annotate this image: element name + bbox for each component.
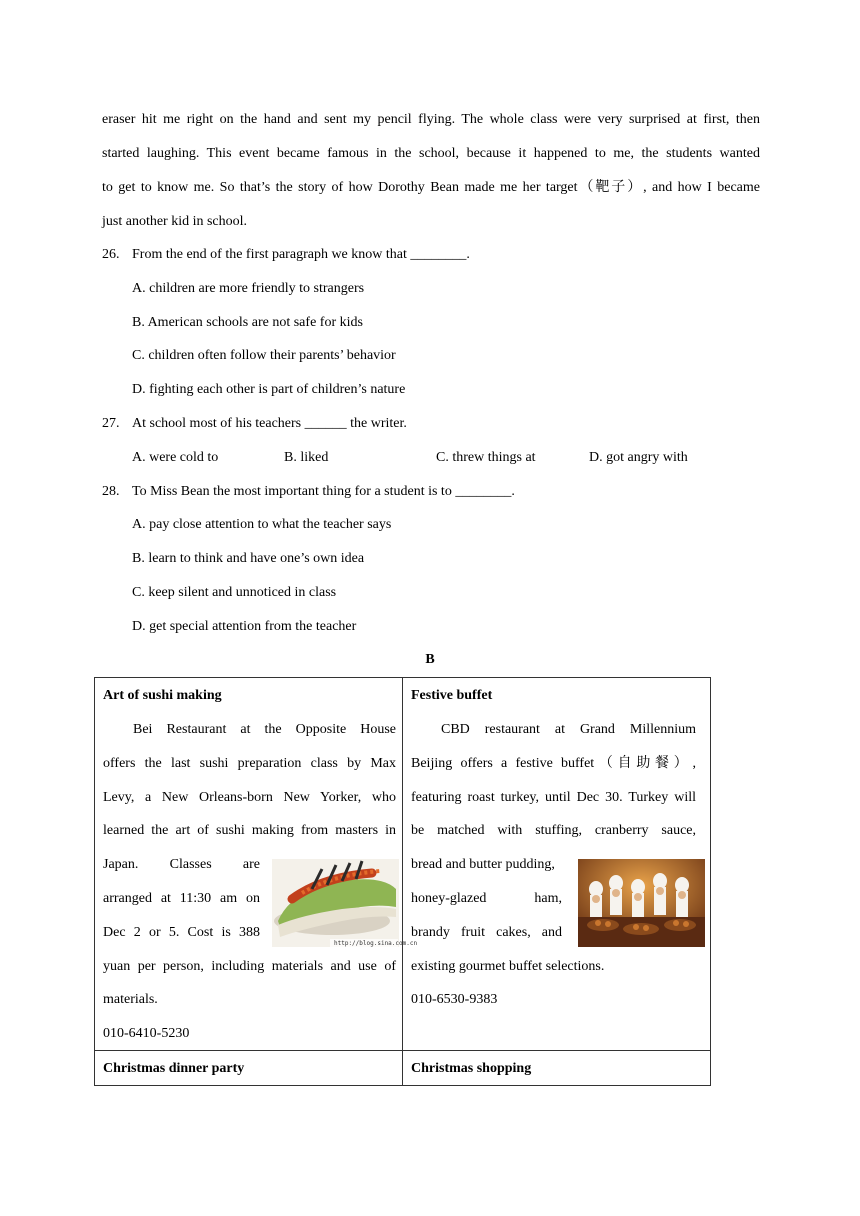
- question-26-option-b: B. American schools are not safe for kids: [132, 315, 363, 330]
- ad-sushi-line: Dec 2 or 5. Cost is 388: [103, 925, 260, 940]
- question-28-option-b: B. learn to think and have one’s own idea: [132, 551, 365, 566]
- ad-sushi-line: Levy, a New Orleans-born New Yorker, who: [103, 790, 396, 805]
- question-26-text: From the end of the first paragraph we know that ________.: [132, 247, 470, 262]
- ad-cell-sushi: [95, 678, 418, 1051]
- ad-title-dinner: Christmas dinner party: [103, 1061, 245, 1076]
- question-26-option-d: D. fighting each other is part of children’s nature: [132, 382, 406, 397]
- section-label: B: [425, 652, 435, 667]
- ad-sushi-phone: 010-6410-5230: [103, 1026, 190, 1041]
- question-27-option-a: A. were cold to: [132, 450, 219, 465]
- ad-buffet-line: be matched with stuffing, cranberry sauce,: [411, 823, 696, 838]
- ad-buffet-line: brandy fruit cakes, and: [411, 925, 562, 940]
- question-28-number: 28.: [102, 484, 120, 499]
- question-27-text: At school most of his teachers ______ the writer.: [132, 416, 407, 431]
- ad-sushi-line: offers the last sushi preparation class by Max: [103, 756, 396, 771]
- ad-cell-dinner: [95, 1051, 403, 1086]
- ad-buffet-line: Beijing offers a festive buffet（自助餐）,: [411, 756, 696, 771]
- chefs-photo: [578, 859, 705, 947]
- question-26-number: 26.: [102, 247, 120, 262]
- question-26-option-c: C. children often follow their parents’ behavior: [132, 348, 396, 363]
- ad-buffet-line: CBD restaurant at Grand Millennium: [441, 722, 696, 737]
- question-28-option-a: A. pay close attention to what the teacher says: [132, 517, 392, 532]
- ad-buffet-line: featuring roast turkey, until Dec 30. Turkey will: [411, 790, 696, 805]
- passage-line-4: just another kid in school.: [102, 214, 248, 229]
- question-27-option-d: D. got angry with: [589, 450, 688, 465]
- ad-title-buffet: Festive buffet: [411, 688, 493, 703]
- question-28-option-c: C. keep silent and unnoticed in class: [132, 585, 337, 600]
- ad-buffet-line: bread and butter pudding,: [411, 857, 555, 872]
- ad-sushi-line: materials.: [103, 992, 158, 1007]
- question-27-option-b: B. liked: [284, 450, 329, 465]
- question-27-option-c: C. threw things at: [436, 450, 536, 465]
- ad-title-sushi: Art of sushi making: [103, 688, 222, 703]
- ad-cell-shopping: [403, 1051, 711, 1086]
- ad-sushi-line: yuan per person, including materials and use of: [103, 959, 396, 974]
- passage-line-1: eraser hit me right on the hand and sent my pencil flying. The whole class were very surprised at first, then: [102, 112, 760, 127]
- passage-line-2: started laughing. This event became famous in the school, because it happened to me, the students wanted: [102, 146, 760, 161]
- ad-sushi-line: Japan. Classes are: [103, 857, 260, 872]
- ad-sushi-line: learned the art of sushi making from masters in: [103, 823, 396, 838]
- ad-title-shopping: Christmas shopping: [411, 1061, 532, 1076]
- ad-sushi-line: arranged at 11:30 am on: [103, 891, 260, 906]
- sushi-photo-watermark: http://blog.sina.com.cn: [334, 940, 418, 947]
- question-27-number: 27.: [102, 416, 120, 431]
- ad-buffet-line: honey-glazed ham,: [411, 891, 562, 906]
- question-28-option-d: D. get special attention from the teacher: [132, 619, 357, 634]
- question-28-text: To Miss Bean the most important thing for a student is to ________.: [132, 484, 515, 499]
- ad-cell-buffet: [403, 678, 711, 1051]
- ads-table: [94, 677, 711, 1086]
- ad-buffet-phone: 010-6530-9383: [411, 992, 498, 1007]
- ad-buffet-line: existing gourmet buffet selections.: [411, 959, 605, 974]
- question-26-option-a: A. children are more friendly to strangers: [132, 281, 365, 296]
- passage-line-3: to get to know me. So that’s the story of how Dorothy Bean made me her target（靶子）, and how I became: [102, 180, 760, 195]
- ad-sushi-line: Bei Restaurant at the Opposite House: [133, 722, 396, 737]
- sushi-photo: [272, 859, 418, 947]
